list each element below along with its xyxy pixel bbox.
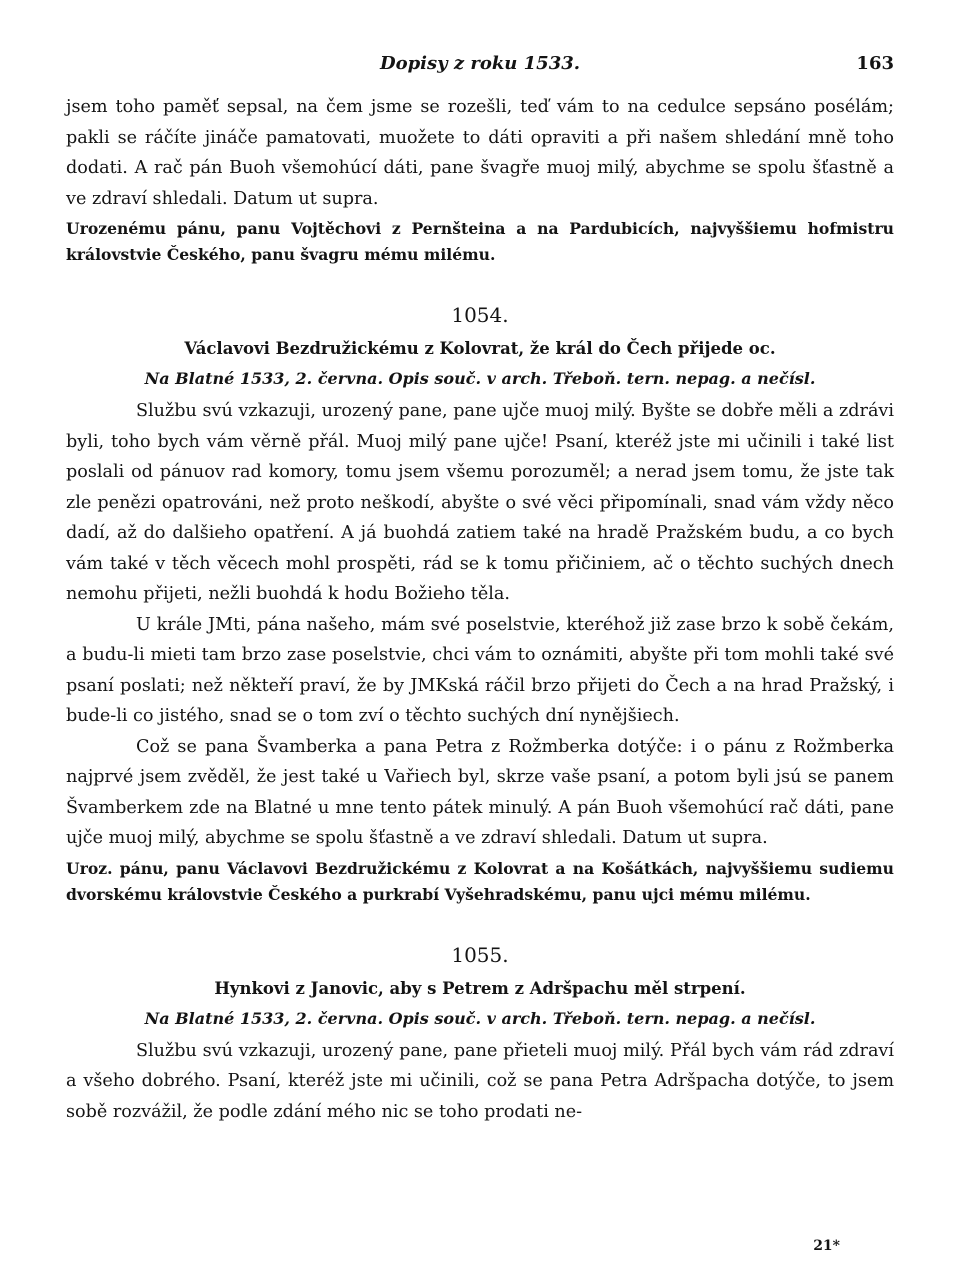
page-header bbox=[66, 52, 894, 92]
letter-paragraph: Službu svú vzkazuji, urozený pane, pane ujče muoj milý. Byšte se dobře měli a zdrávi byli, toho bych vám věrně přál. Muoj milý pane ujče! Psaní, kteréž jste mi učinili i také list poslali od pánuov rad komory, tomu jsem všemu porozuměl; a nerad jsem tomu, že jste tak zle penězi opatrováni, než proto neškodí, abyšte o své věci připomínali, snad vám vždy něco dadí, až do dalšieho opatření. A já buohdá zatiem také na hradě Pražském budu, a co bych vám také v těch věcech mohl prospěti, rád se k tomu přičiniem, ač o těchto suchých dnech nemohu přijeti, nežli buohdá k hodu Božieho těla. bbox=[66, 401, 894, 604]
letter-title: Václavovi Bezdružickému z Kolovrat, že král do Čech přijede oc. bbox=[184, 339, 776, 358]
letter-paragraph: U krále JMti, pána našeho, mám své poselstvie, kteréhož již zase brzo k sobě čekám, a budu-li mieti tam brzo zase poselstvie, chci vám to oznámiti, abyšte při tom mohli také své psaní poslati; než někteří praví, že by JMKská ráčil brzo přijeti do Čech a na hrad Pražský, i bude-li co jistého, snad se o tom zví o těchto suchých dní nynějšiech. bbox=[66, 614, 894, 726]
signature-mark: 21* bbox=[813, 1238, 840, 1254]
letter-number: 1054. bbox=[451, 303, 509, 327]
letter-1054 bbox=[66, 300, 894, 908]
letter-paragraph: Službu svú vzkazuji, urozený pane, pane přieteli muoj milý. Přál bych vám rád zdraví a všeho dobrého. Psaní, kteréž jste mi učinili, což se pana Petra Adršpacha dotýče, to jsem sobě rozvážil, že podle zdání mého nic se toho prodati ne- bbox=[66, 1040, 894, 1122]
letter-source: Na Blatné 1533, 2. června. Opis souč. v arch. Třeboň. tern. nepag. a nečísl. bbox=[144, 369, 816, 388]
letter-address: Uroz. pánu, panu Václavovi Bezdružickému z Kolovrat a na Košátkách, najvyššiemu sudiemu dvorskému královstvie Českého a purkrabí Vyšehradskému, panu ujci mému milému. bbox=[66, 858, 894, 904]
letter-title: Hynkovi z Janovic, aby s Petrem z Adršpachu měl strpení. bbox=[214, 978, 746, 998]
letter-paragraph: Což se pana Švamberka a pana Petra z Rožmberka dotýče: i o pánu z Rožmberka najprvé jsem zvěděl, že jest také u Vařiech byl, skrze vaše psaní, a potom byli jsú se panem Švamberkem zde na Blatné u mne tento pátek minulý. A pán Buoh všemohúcí rač dáti, pane ujče muoj milý, abychme se spolu šťastně a ve zdraví shledali. Datum ut supra. bbox=[66, 736, 894, 848]
running-head: Dopisy z roku 1533. bbox=[379, 53, 581, 74]
letter-source: Na Blatné 1533, 2. června. Opis souč. v arch. Třeboň. tern. nepag. a nečísl. bbox=[144, 1008, 816, 1028]
continuation-paragraph: jsem toho paměť sepsal, na čem jsme se rozešli, teď vám to na cedulce sepsáno posélám; pakli se ráčíte jináče pamatovati, muožete to dáti opraviti a při našem shledání mně toho dodati. A rač pán Buoh všemohúcí dáti, pane švagře muoj milý, abychme se spolu šťastně a ve zdraví shledali. Datum ut supra. bbox=[66, 97, 894, 209]
continuation-address: Urozenému pánu, panu Vojtěchovi z Pernšteina a na Pardubicích, najvyššiemu hofmistru královstvie Českého, panu švagru mému milému. bbox=[66, 219, 894, 264]
page-number: 163 bbox=[856, 53, 894, 74]
letter-number: 1055. bbox=[451, 942, 509, 967]
document-page bbox=[66, 52, 894, 1252]
letter-1055 bbox=[66, 940, 894, 1128]
